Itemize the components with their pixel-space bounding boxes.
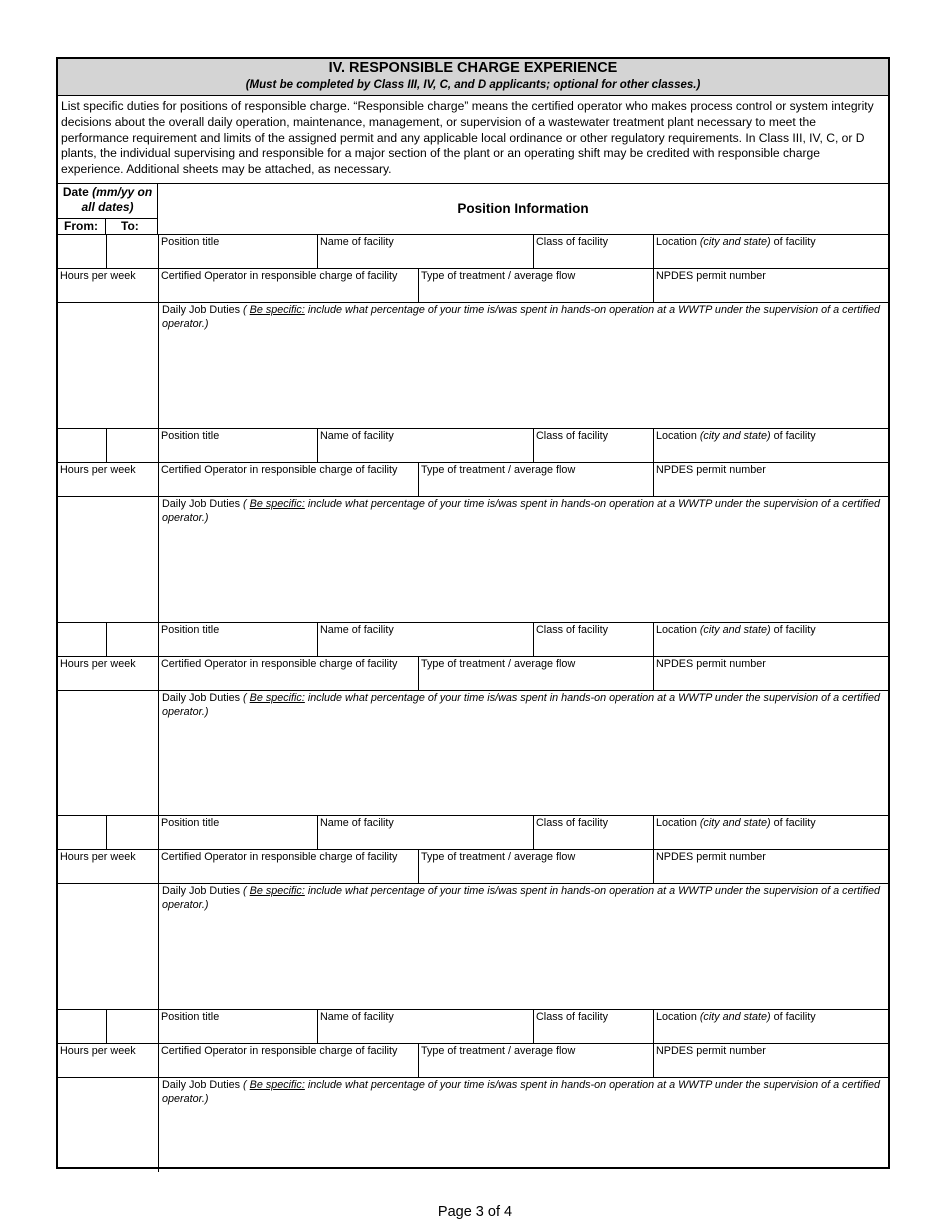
position-information-header: Position Information	[457, 201, 589, 216]
facility-name-field[interactable]	[317, 816, 533, 850]
hours-per-week-label: Hours per week	[60, 270, 136, 282]
intro-text: List specific duties for positions of responsible charge. “Responsible charge” means the certified operator who makes process control or system integrity decisions about the overall daily operation, maintenance, management, or supervision of a wastewater treatment plant necessary to meet the performance requirement and limits of the assigned permit and any applicable local ordinance or other regulatory requirements. In Class III, IV, C, or D plants, the individual supervising and responsible for a major section of the plant or an operating shift may be credited with responsible charge experience. Additional sheets may be attached, as necessary.	[58, 96, 888, 184]
position-title-label: Position title	[161, 1011, 220, 1023]
certified-operator-label: Certified Operator in responsible charge of facility	[161, 464, 398, 476]
facility-name-field[interactable]	[317, 623, 533, 657]
experience-entry	[58, 429, 888, 623]
duties-paren: (	[243, 498, 250, 510]
daily-job-duties-field[interactable]	[158, 1078, 888, 1172]
facility-name-field[interactable]	[317, 1010, 533, 1044]
hours-per-week-field[interactable]	[58, 1044, 158, 1078]
facility-class-field[interactable]	[533, 429, 653, 463]
hours-per-week-label: Hours per week	[60, 1045, 136, 1057]
duties-instructions: include what percentage of your time is/was spent in hands-on operation at a WWTP under the supervision of a certified operator.)	[162, 304, 880, 330]
npdes-permit-label: NPDES permit number	[656, 1045, 766, 1057]
daily-job-duties-field[interactable]	[158, 497, 888, 622]
location-label-italic: (city and state)	[699, 236, 771, 248]
experience-entry	[58, 235, 888, 429]
position-title-field[interactable]	[158, 429, 317, 463]
duties-be-specific: Be specific:	[249, 498, 305, 510]
facility-class-label: Class of facility	[536, 1011, 608, 1023]
location-label-italic: (city and state)	[699, 624, 771, 636]
npdes-permit-field[interactable]	[653, 850, 888, 884]
position-title-label: Position title	[161, 430, 220, 442]
location-label-italic: (city and state)	[699, 1011, 771, 1023]
certified-operator-label: Certified Operator in responsible charge of facility	[161, 658, 398, 670]
location-label-pre: Location	[656, 817, 700, 829]
location-label-post: of facility	[770, 236, 816, 248]
to-date-field[interactable]	[106, 1010, 158, 1044]
duties-paren: (	[243, 692, 250, 704]
hours-per-week-field[interactable]	[58, 463, 158, 497]
position-title-field[interactable]	[158, 623, 317, 657]
duties-paren: (	[243, 1079, 250, 1091]
duties-label: Daily Job Duties	[162, 885, 244, 897]
location-label-post: of facility	[770, 1011, 816, 1023]
treatment-type-label: Type of treatment / average flow	[421, 851, 576, 863]
hours-per-week-field[interactable]	[58, 850, 158, 884]
date-format-text: (mm/yy on all dates)	[81, 185, 153, 214]
hours-per-week-label: Hours per week	[60, 658, 136, 670]
location-label-italic: (city and state)	[699, 817, 771, 829]
location-label-post: of facility	[770, 624, 816, 636]
facility-location-field[interactable]	[653, 816, 888, 850]
duties-be-specific: Be specific:	[249, 304, 305, 316]
facility-location-field[interactable]	[653, 623, 888, 657]
facility-name-label: Name of facility	[320, 430, 394, 442]
certified-operator-field[interactable]	[158, 463, 418, 497]
location-label-pre: Location	[656, 1011, 700, 1023]
hours-per-week-field[interactable]	[58, 269, 158, 303]
facility-class-field[interactable]	[533, 235, 653, 269]
certified-operator-field[interactable]	[158, 269, 418, 303]
certified-operator-label: Certified Operator in responsible charge of facility	[161, 1045, 398, 1057]
treatment-type-label: Type of treatment / average flow	[421, 270, 576, 282]
facility-class-field[interactable]	[533, 623, 653, 657]
duties-label: Daily Job Duties	[162, 1079, 244, 1091]
location-label-pre: Location	[656, 236, 700, 248]
from-date-field[interactable]	[58, 816, 106, 850]
daily-job-duties-field[interactable]	[158, 303, 888, 428]
date-label-text: Date	[62, 185, 89, 199]
position-title-field[interactable]	[158, 1010, 317, 1044]
hours-per-week-label: Hours per week	[60, 851, 136, 863]
hours-per-week-field[interactable]	[58, 657, 158, 691]
npdes-permit-field[interactable]	[653, 463, 888, 497]
treatment-type-field[interactable]	[418, 657, 653, 691]
page-number: Page 3 of 4	[437, 1204, 513, 1220]
section-header	[58, 59, 888, 96]
treatment-type-label: Type of treatment / average flow	[421, 658, 576, 670]
hours-per-week-label: Hours per week	[60, 464, 136, 476]
certified-operator-field[interactable]	[158, 850, 418, 884]
duties-instructions: include what percentage of your time is/was spent in hands-on operation at a WWTP under the supervision of a certified operator.)	[162, 692, 880, 718]
treatment-type-label: Type of treatment / average flow	[421, 1045, 576, 1057]
to-date-field[interactable]	[106, 816, 158, 850]
duties-instructions: include what percentage of your time is/was spent in hands-on operation at a WWTP under the supervision of a certified operator.)	[162, 498, 880, 524]
to-date-field[interactable]	[106, 235, 158, 269]
treatment-type-field[interactable]	[418, 1044, 653, 1078]
duties-paren: (	[243, 304, 250, 316]
duties-instructions: include what percentage of your time is/was spent in hands-on operation at a WWTP under the supervision of a certified operator.)	[162, 885, 880, 911]
facility-class-field[interactable]	[533, 1010, 653, 1044]
certified-operator-label: Certified Operator in responsible charge of facility	[161, 270, 398, 282]
facility-name-label: Name of facility	[320, 817, 394, 829]
facility-name-label: Name of facility	[320, 236, 394, 248]
from-to-row	[58, 218, 157, 234]
treatment-type-field[interactable]	[418, 850, 653, 884]
to-label: To:	[121, 219, 139, 233]
section-title: IV. RESPONSIBLE CHARGE EXPERIENCE	[328, 60, 618, 76]
duties-be-specific: Be specific:	[249, 1079, 305, 1091]
experience-entries	[58, 235, 888, 1172]
position-title-label: Position title	[161, 236, 220, 248]
duties-label: Daily Job Duties	[162, 498, 244, 510]
npdes-permit-field[interactable]	[653, 269, 888, 303]
facility-location-field[interactable]	[653, 1010, 888, 1044]
facility-location-field[interactable]	[653, 429, 888, 463]
certified-operator-label: Certified Operator in responsible charge of facility	[161, 851, 398, 863]
duties-instructions: include what percentage of your time is/was spent in hands-on operation at a WWTP under the supervision of a certified operator.)	[162, 1079, 880, 1105]
facility-name-label: Name of facility	[320, 624, 394, 636]
certified-operator-field[interactable]	[158, 657, 418, 691]
section-subtitle: (Must be completed by Class III, IV, C, and D applicants; optional for other classes.)	[245, 79, 701, 91]
facility-class-label: Class of facility	[536, 430, 608, 442]
npdes-permit-label: NPDES permit number	[656, 464, 766, 476]
treatment-type-field[interactable]	[418, 269, 653, 303]
column-headers	[58, 184, 888, 235]
facility-name-field[interactable]	[317, 235, 533, 269]
facility-name-label: Name of facility	[320, 1011, 394, 1023]
position-title-field[interactable]	[158, 235, 317, 269]
to-date-field[interactable]	[106, 623, 158, 657]
location-label-pre: Location	[656, 624, 700, 636]
daily-job-duties-field[interactable]	[158, 691, 888, 815]
location-label-italic: (city and state)	[699, 430, 771, 442]
facility-name-field[interactable]	[317, 429, 533, 463]
from-date-field[interactable]	[58, 1010, 106, 1044]
certified-operator-field[interactable]	[158, 1044, 418, 1078]
from-date-field[interactable]	[58, 235, 106, 269]
npdes-permit-field[interactable]	[653, 1044, 888, 1078]
experience-entry	[58, 1010, 888, 1172]
facility-location-field[interactable]	[653, 235, 888, 269]
duties-be-specific: Be specific:	[249, 692, 305, 704]
date-label	[58, 184, 157, 215]
npdes-permit-label: NPDES permit number	[656, 851, 766, 863]
treatment-type-field[interactable]	[418, 463, 653, 497]
facility-class-label: Class of facility	[536, 817, 608, 829]
from-date-field[interactable]	[58, 623, 106, 657]
duties-be-specific: Be specific:	[249, 885, 305, 897]
npdes-permit-label: NPDES permit number	[656, 270, 766, 282]
location-label-post: of facility	[770, 430, 816, 442]
facility-class-label: Class of facility	[536, 236, 608, 248]
to-date-field[interactable]	[106, 429, 158, 463]
facility-class-field[interactable]	[533, 816, 653, 850]
experience-entry	[58, 816, 888, 1010]
position-title-label: Position title	[161, 624, 220, 636]
duties-label: Daily Job Duties	[162, 304, 244, 316]
treatment-type-label: Type of treatment / average flow	[421, 464, 576, 476]
npdes-permit-label: NPDES permit number	[656, 658, 766, 670]
duties-paren: (	[243, 885, 250, 897]
date-column-header	[58, 184, 158, 234]
position-title-label: Position title	[161, 817, 220, 829]
duties-label: Daily Job Duties	[162, 692, 244, 704]
responsible-charge-form	[56, 57, 890, 1169]
facility-class-label: Class of facility	[536, 624, 608, 636]
from-date-field[interactable]	[58, 429, 106, 463]
experience-entry	[58, 623, 888, 816]
location-label-pre: Location	[656, 430, 700, 442]
daily-job-duties-field[interactable]	[158, 884, 888, 1009]
location-label-post: of facility	[770, 817, 816, 829]
npdes-permit-field[interactable]	[653, 657, 888, 691]
position-title-field[interactable]	[158, 816, 317, 850]
from-label: From:	[64, 219, 98, 233]
